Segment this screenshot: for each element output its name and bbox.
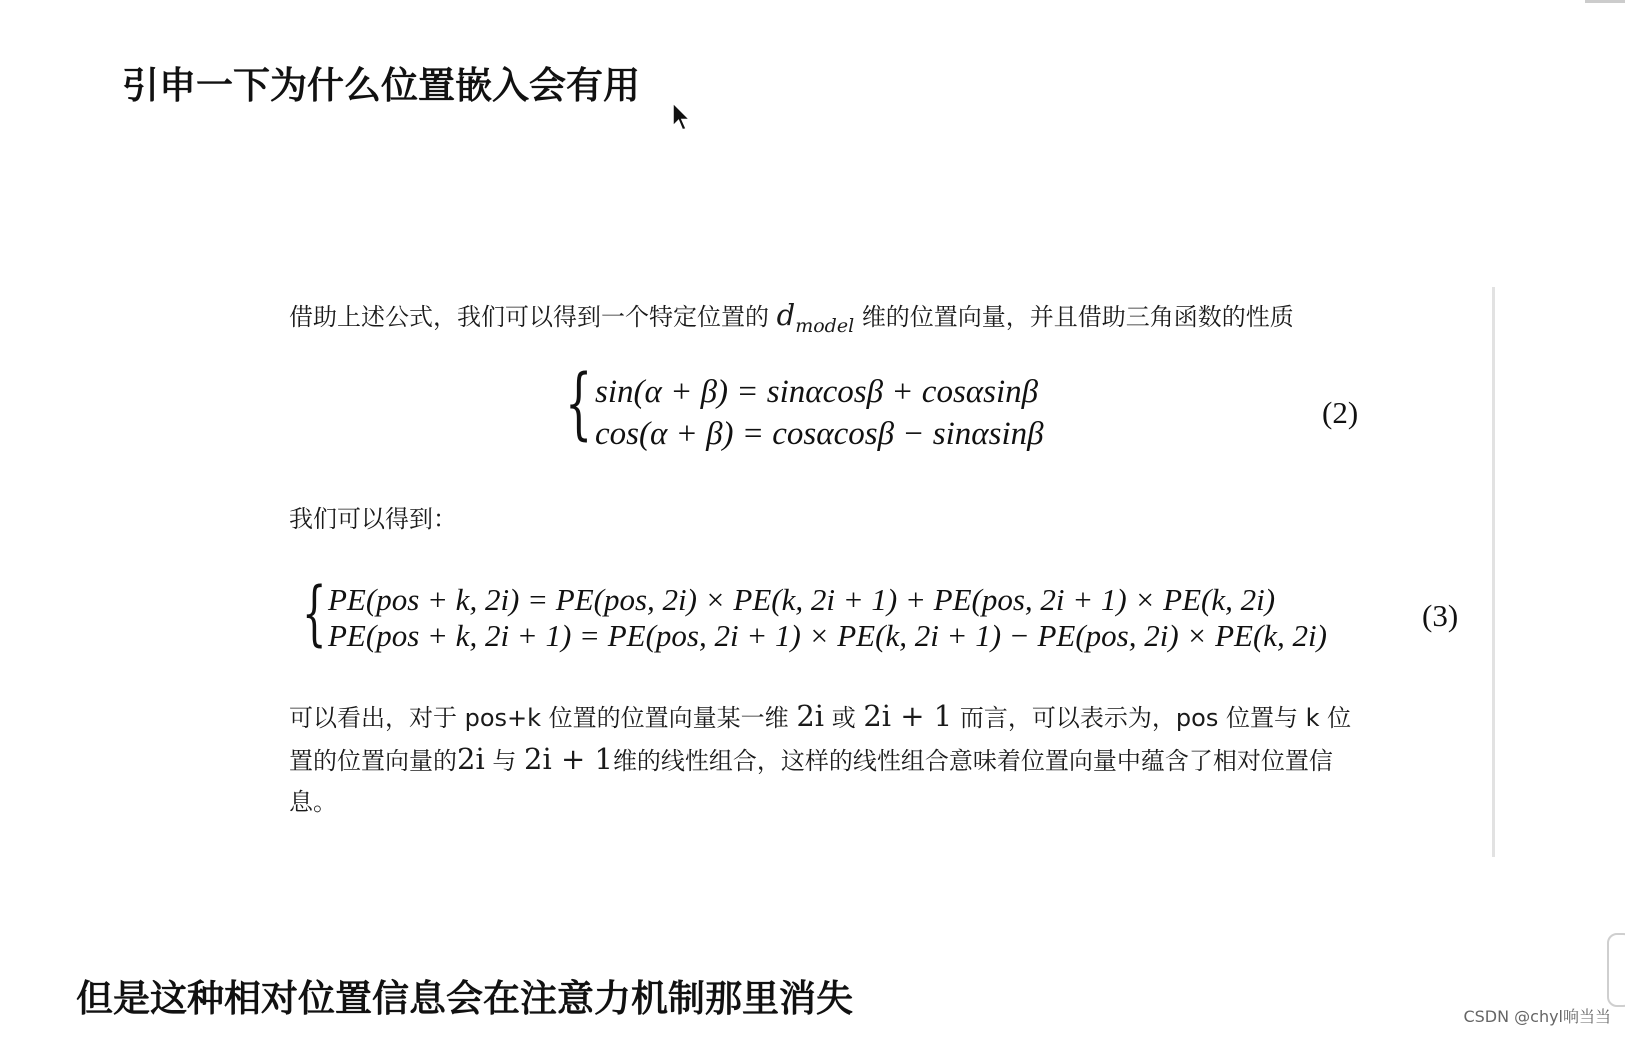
intro-text-after: 维的位置向量，并且借助三角函数的性质	[861, 303, 1294, 331]
observation-line-3: 息。	[289, 788, 337, 816]
math-2i: 2i	[796, 699, 825, 733]
bottom-heading: 但是这种相对位置信息会在注意力机制那里消失	[76, 977, 853, 1020]
equation-3-brace: {	[302, 572, 327, 654]
d-model-symbol: $d_{model}$	[776, 298, 855, 337]
observation-paragraph	[289, 696, 1351, 823]
intro-paragraph	[289, 294, 1294, 347]
result-intro-text: 我们可以得到：	[289, 505, 457, 533]
watermark: CSDN @chyl响当当	[1463, 1007, 1611, 1026]
equation-3-line-1: PE(pos + k, 2i) = PE(pos, 2i) × PE(k, 2i + 1) + PE(pos, 2i + 1) × PE(k, 2i)	[328, 582, 1276, 617]
equation-3-line-2: PE(pos + k, 2i + 1) = PE(pos, 2i + 1) × PE(k, 2i + 1) − PE(pos, 2i) × PE(k, 2i)	[328, 618, 1327, 653]
equation-2-number: (2)	[1322, 395, 1359, 430]
math-2i-plus-1: 2i + 1	[863, 699, 953, 733]
equation-2-line-2: cos(α + β) = cosαcosβ − sinαsinβ	[595, 416, 1044, 452]
math-2i: 2i	[457, 742, 485, 776]
slide-heading: 引申一下为什么位置嵌入会有用	[122, 64, 640, 107]
equation-2-line-1: sin(α + β) = sinαcosβ + cosαsinβ	[595, 374, 1039, 410]
mouse-pointer-icon	[671, 101, 693, 133]
math-2i-plus-1: 2i + 1	[524, 742, 613, 776]
intro-text-before: 借助上述公式，我们可以得到一个特定位置的	[289, 303, 769, 331]
content-divider	[1492, 287, 1495, 857]
observation-line-2: 置的位置向量的2i 与 2i + 1维的线性组合，这样的线性组合意味着位置向量中蕴含了相对位置信	[289, 742, 1333, 776]
equation-3-number: (3)	[1422, 598, 1459, 633]
top-edge-rule	[1585, 0, 1625, 3]
equation-2-brace: {	[565, 359, 593, 449]
observation-line-1: 可以看出，对于 pos+k 位置的位置向量某一维 2i 或 2i + 1 而言，可以表示为，pos 位置与 k 位	[289, 699, 1352, 733]
scroll-edge-handle[interactable]	[1607, 933, 1625, 1007]
